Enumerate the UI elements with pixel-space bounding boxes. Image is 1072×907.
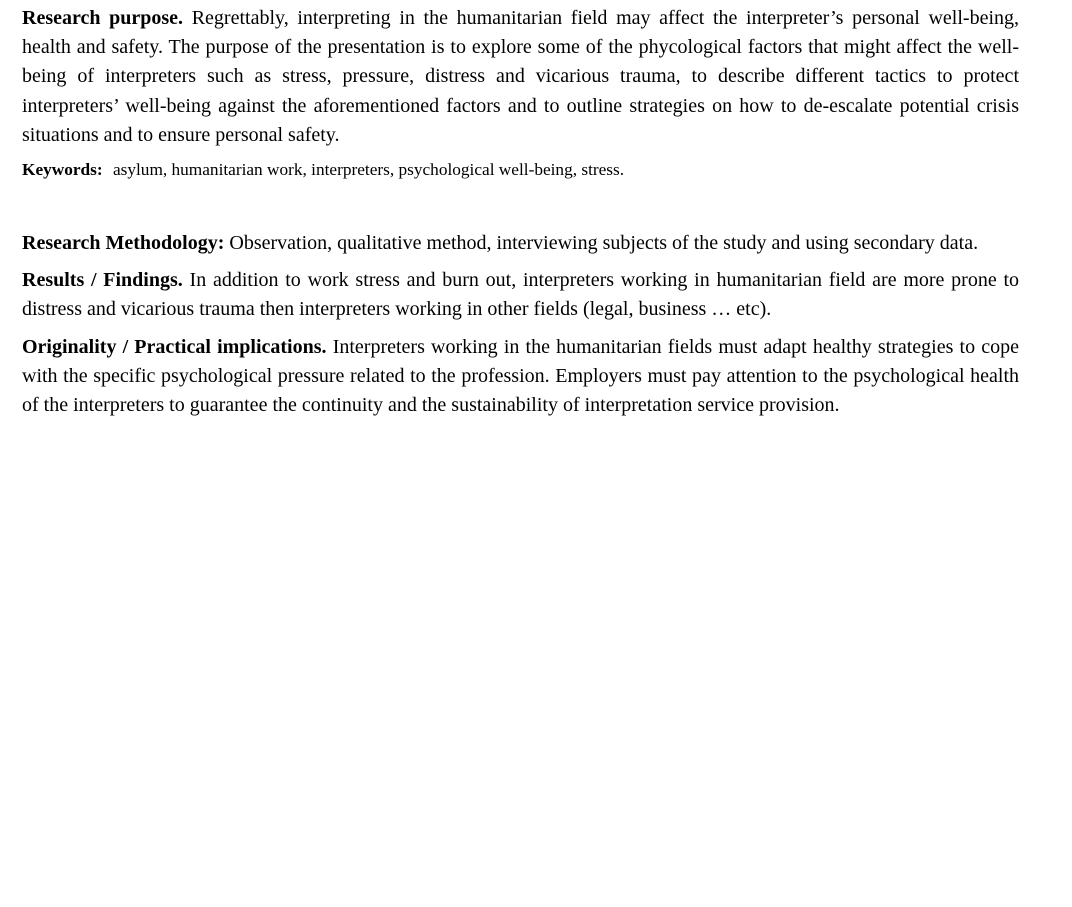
research-methodology-text: Observation, qualitative method, interviewing subjects of the study and using secondary data. (229, 232, 979, 255)
results-findings-paragraph (22, 266, 1019, 324)
originality-implications-paragraph (22, 333, 1019, 421)
keywords-label: Keywords: (22, 160, 103, 180)
originality-implications-text: Interpreters working in the humanitarian fields must adapt healthy strategies to cope with the specific psychological pressure related to the profession. Employers must pay attention to the psychological health of the interpreters to guarantee the continuity and the sustainability of interpretation service provision. (22, 335, 1020, 417)
research-methodology-paragraph (22, 229, 1019, 258)
research-purpose-paragraph (22, 4, 1019, 150)
research-purpose-label: Research purpose. (22, 7, 184, 29)
keywords-line (22, 158, 1019, 182)
abstract-document (22, 4, 1019, 428)
section-gap (22, 182, 1019, 229)
keywords-text: asylum, humanitarian work, interpreters, psychological well-being, stress. (112, 160, 625, 180)
research-methodology-label: Research Methodology: (22, 232, 225, 255)
results-findings-text: In addition to work stress and burn out, interpreters working in humanitarian field are more prone to distress and vicarious trauma then interpreters working in other fields (legal, business … etc). (22, 269, 1020, 321)
research-purpose-text: Regrettably, interpreting in the humanitarian field may affect the interpreter’s personal well-being, health and safety. The purpose of the presentation is to explore some of the phycological factors that might affect the well-being of interpreters such as stress, pressure, distress and vicarious trauma, to describe different tactics to protect interpreters’ well-being against the aforementioned factors and to outline strategies on how to de-escalate potential crisis situations and to ensure personal safety. (22, 7, 1020, 146)
originality-implications-label: Originality / Practical implications. (22, 335, 327, 358)
results-findings-label: Results / Findings. (22, 269, 183, 292)
